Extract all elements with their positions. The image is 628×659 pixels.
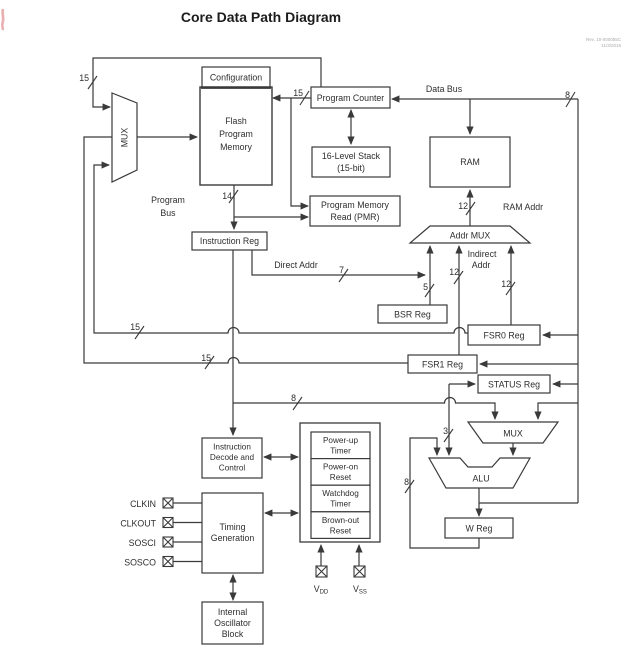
flash-label-1: Flash <box>225 116 247 126</box>
program-bus-label-1: Program <box>151 195 185 205</box>
idc-label-1: Instruction <box>213 442 251 452</box>
rev-line-2: 11/3/2016 <box>601 43 621 48</box>
flash-label-2: Program <box>219 129 253 139</box>
sosci-pin-label: SOSCI <box>128 538 156 548</box>
clkin-pin-icon <box>163 498 173 508</box>
width-fsr1-addr: 12 <box>449 267 459 277</box>
iob-label-3: Block <box>221 629 244 639</box>
watchdog-timer-label-1: Watchdog <box>322 489 359 499</box>
width-status-flags: 3 <box>443 426 448 436</box>
vdd-pin-label: VDD <box>313 584 329 596</box>
rev-line-1: Rev. 10-000055C <box>586 37 621 42</box>
powerup-timer-label-2: Timer <box>330 446 351 456</box>
red-margin-mark <box>2 9 3 30</box>
instruction-reg-label: Instruction Reg <box>199 236 260 246</box>
indirect-addr-label-1: Indirect <box>467 249 497 259</box>
sosci-pin-icon <box>163 537 173 547</box>
width-pc-mux: 15 <box>79 73 89 83</box>
page-title: Core Data Path Diagram <box>180 9 342 25</box>
width-fsr1-mux: 15 <box>201 353 211 363</box>
brownout-reset-label-2: Reset <box>329 526 352 536</box>
clkin-pin-label: CLKIN <box>130 499 156 509</box>
width-pc-config: 15 <box>293 88 303 98</box>
width-direct-addr: 7 <box>339 265 344 275</box>
width-fsr0-mux: 15 <box>130 322 140 332</box>
width-ram-addr: 12 <box>458 201 468 211</box>
direct-addr-label: Direct Addr <box>274 260 318 270</box>
width-fsr0-addr: 12 <box>501 279 511 289</box>
wire-literal-to-mux <box>233 398 495 420</box>
status-label: STATUS Reg <box>488 379 540 390</box>
clkout-pin-icon <box>163 518 173 528</box>
width-bsr: 5 <box>423 282 428 292</box>
iob-label-1: Internal <box>217 607 248 617</box>
bsr-label: BSR Reg <box>394 309 431 320</box>
program-counter-label: Program Counter <box>316 93 385 103</box>
powerup-timer-label-1: Power-up <box>322 436 359 445</box>
timing-label-1: Timing <box>219 522 246 532</box>
vdd-pin-icon <box>316 566 327 577</box>
stack-label-2: (15-bit) <box>337 163 365 173</box>
sosco-pin-label: SOSCO <box>124 557 156 568</box>
ram-label: RAM <box>460 157 480 167</box>
clkout-pin-label: CLKOUT <box>120 518 156 529</box>
width-flash-ir: 14 <box>222 191 232 201</box>
width-data-bus: 8 <box>565 90 570 100</box>
watchdog-timer-label-2: Timer <box>330 499 351 509</box>
fsr1-label: FSR1 Reg <box>421 359 464 370</box>
vss-pin-label: VSS <box>353 584 367 596</box>
alu-label: ALU <box>472 473 490 484</box>
iob-label-2: Oscillator <box>214 618 251 628</box>
poweron-reset-label-1: Power-on <box>322 462 359 472</box>
wire-databus-to-mux <box>538 403 578 419</box>
addr-mux-label: Addr MUX <box>449 230 491 241</box>
fsr0-label: FSR0 Reg <box>483 330 525 341</box>
width-literal: 8 <box>291 393 296 403</box>
indirect-addr-label-2: Addr <box>471 260 491 270</box>
sosco-pin-icon <box>163 557 173 567</box>
data-bus-label: Data Bus <box>425 84 463 94</box>
timing-label-2: Generation <box>210 533 255 543</box>
w-reg-label: W Reg <box>465 523 493 534</box>
width-w-feedback: 8 <box>404 477 409 487</box>
flash-label-3: Memory <box>220 142 252 152</box>
stack-label-1: 16-Level Stack <box>321 151 381 161</box>
pmr-label-1: Program Memory <box>321 200 389 210</box>
wire-config-branch-pmr <box>291 98 308 206</box>
poweron-reset-label-2: Reset <box>329 473 352 483</box>
idc-label-3: Control <box>218 463 246 473</box>
configuration-label: Configuration <box>209 72 263 83</box>
left-mux-label: MUX <box>119 127 130 148</box>
ram-addr-label: RAM Addr <box>503 202 544 212</box>
pmr-label-2: Read (PMR) <box>330 212 380 222</box>
vss-pin-icon <box>354 566 365 577</box>
brownout-reset-label-1: Brown-out <box>321 515 360 525</box>
program-bus-label-2: Bus <box>160 208 176 218</box>
idc-label-2: Decode and <box>209 453 255 462</box>
right-mux-label: MUX <box>503 428 523 439</box>
